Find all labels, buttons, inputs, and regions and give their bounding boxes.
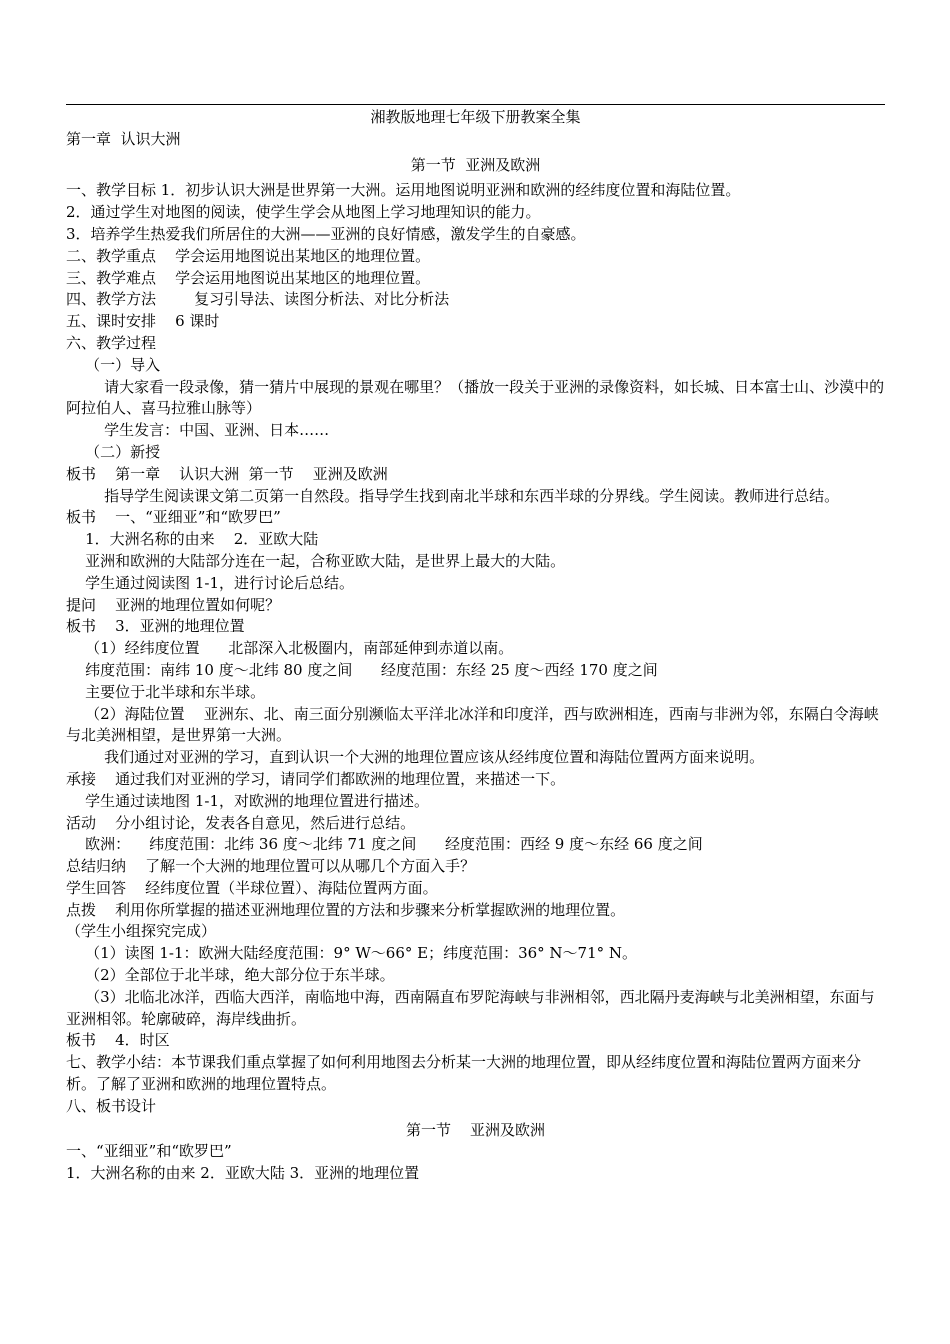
paragraph: 一、“亚细亚”和“欧罗巴” (66, 1142, 232, 1161)
paragraph: 一、教学目标 1．初步认识大洲是世界第一大洲。运用地图说明亚洲和欧洲的经纬度位置和海陆位置。 (66, 181, 741, 200)
paragraph: （2）海陆位置 亚洲东、北、南三面分别濒临太平洋北冰洋和印度洋，西与欧洲相连，西南与非洲为邻，东隔白令海峡与北美洲相望，是世界第一大洲。 (66, 704, 879, 745)
section-heading: 第一节 亚洲及欧洲 (410, 155, 541, 174)
paragraph: 板书 第一章 认识大洲 第一节 亚洲及欧洲 (66, 464, 388, 483)
paragraph: （3）北临北冰洋，西临大西洋，南临地中海，西南隔直布罗陀海峡与非洲相邻，西北隔丹麦海峡与北美洲相望，东面与亚洲相邻。轮廓破碎，海岸线曲折。 (66, 987, 875, 1028)
paragraph: （1）读图 1-1：欧洲大陆经度范围：9° W～66° E；纬度范围：36° N～71° N。 (66, 944, 638, 963)
paragraph: 学生回答 经纬度位置（半球位置）、海陆位置两方面。 (66, 878, 438, 897)
header-rule (66, 104, 885, 105)
document-title: 湘教版地理七年级下册教案全集 (370, 108, 581, 126)
paragraph: 亚洲和欧洲的大陆部分连在一起，合称亚欧大陆，是世界上最大的大陆。 (66, 551, 566, 570)
paragraph: （1）经纬度位置 北部深入北极圈内，南部延伸到赤道以南。 (66, 639, 514, 658)
paragraph: 板书 3．亚洲的地理位置 (66, 617, 245, 636)
paragraph: 五、课时安排 6 课时 (66, 312, 220, 331)
paragraph: 七、教学小结：本节课我们重点掌握了如何利用地图去分析某一大洲的地理位置，即从经纬度位置和海陆位置两方面来分析。了解了亚洲和欧洲的地理位置特点。 (66, 1053, 862, 1094)
paragraph: 2．通过学生对地图的阅读，使学生学会从地图上学习地理知识的能力。 (66, 203, 541, 222)
document-body (66, 107, 885, 1185)
chapter-heading: 第一章 认识大洲 (66, 129, 181, 148)
paragraph: 二、教学重点 学会运用地图说出某地区的地理位置。 (66, 246, 431, 265)
paragraph: 1．大洲名称的由来 2．亚欧大陆 (66, 530, 319, 549)
paragraph: 欧洲： 纬度范围：北纬 36 度～北纬 71 度之间 经度范围：西经 9 度～东经 66 度之间 (66, 835, 703, 854)
paragraph: （学生小组探究完成） (66, 922, 217, 941)
paragraph: 六、教学过程 (66, 333, 157, 352)
paragraph: 学生发言：中国、亚洲、日本…… (66, 421, 330, 440)
paragraph: 指导学生阅读课文第二页第一自然段。指导学生找到南北半球和东西半球的分界线。学生阅读。教师进行总结。 (66, 486, 840, 505)
paragraph: 总结归纳 了解一个大洲的地理位置可以从哪几个方面入手？ (66, 857, 476, 876)
paragraph: 八、板书设计 (66, 1096, 157, 1115)
paragraph: 三、教学难点 学会运用地图说出某地区的地理位置。 (66, 268, 431, 287)
paragraph: 请大家看一段录像，猜一猜片中展现的景观在哪里？（播放一段关于亚洲的录像资料，如长城、日本富士山、沙漠中的阿拉伯人、喜马拉雅山脉等） (66, 377, 885, 418)
paragraph: 活动 分小组讨论，发表各自意见，然后进行总结。 (66, 813, 416, 832)
paragraph: 3．培养学生热爱我们所居住的大洲——亚洲的良好情感，激发学生的自豪感。 (66, 224, 586, 243)
paragraph: 提问 亚洲的地理位置如何呢？ (66, 595, 281, 614)
paragraph: 主要位于北半球和东半球。 (66, 682, 266, 701)
paragraph: 纬度范围：南纬 10 度～北纬 80 度之间 经度范围：东经 25 度～西经 170 度之间 (66, 660, 658, 679)
paragraph: 板书 一、“亚细亚”和“欧罗巴” (66, 508, 281, 527)
paragraph: 承接 通过我们对亚洲的学习，请同学们都欧洲的地理位置，来描述一下。 (66, 769, 566, 788)
paragraph: 点拨 利用你所掌握的描述亚洲地理位置的方法和步骤来分析掌握欧洲的地理位置。 (66, 900, 626, 919)
paragraph: （二）新授 (66, 442, 161, 461)
paragraph: 板书 4．时区 (66, 1031, 170, 1050)
board-design-heading: 第一节 亚洲及欧洲 (405, 1120, 546, 1139)
paragraph: （2）全部位于北半球，绝大部分位于东半球。 (66, 966, 395, 985)
paragraph: 学生通过读地图 1-1，对欧洲的地理位置进行描述。 (66, 791, 430, 810)
paragraph: 我们通过对亚洲的学习，直到认识一个大洲的地理位置应该从经纬度位置和海陆位置两方面来说明。 (66, 748, 765, 767)
paragraph: 1．大洲名称的由来 2．亚欧大陆 3．亚洲的地理位置 (66, 1164, 420, 1183)
paragraph: 四、教学方法 复习引导法、读图分析法、对比分析法 (66, 290, 450, 309)
paragraph: 学生通过阅读图 1-1，进行讨论后总结。 (66, 573, 355, 592)
paragraph: （一）导入 (66, 355, 161, 374)
